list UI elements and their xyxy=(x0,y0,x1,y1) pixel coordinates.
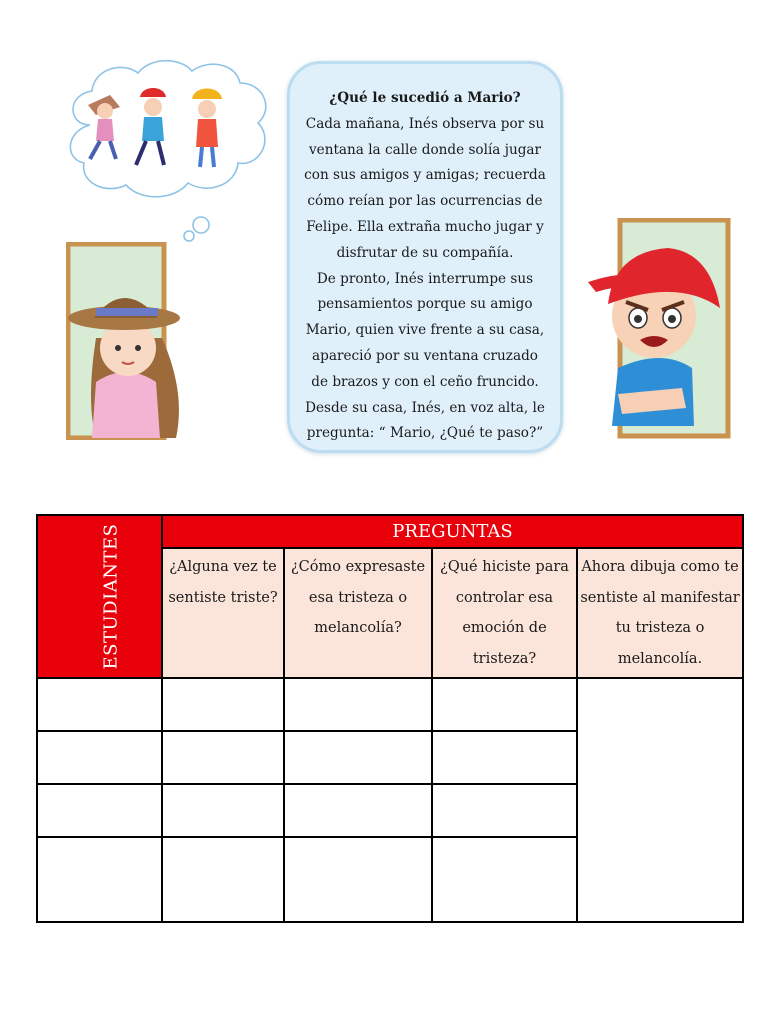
story-paragraph-2: De pronto, Inés interrumpe sus pensamientos porque su amigo Mario, quien vive frente a su casa, apareció por su ventana cruzado de brazos y con el ceño fruncido. xyxy=(305,270,545,390)
answer-cell[interactable] xyxy=(37,784,162,837)
answer-cell[interactable] xyxy=(432,731,577,784)
story-title: ¿Qué le sucedió a Mario? xyxy=(329,90,521,106)
answer-cell[interactable] xyxy=(162,837,284,922)
question-3: ¿Qué hiciste para controlar esa emoción de tristeza? xyxy=(432,548,577,678)
answer-cell[interactable] xyxy=(432,837,577,922)
answer-cell[interactable] xyxy=(37,731,162,784)
question-4: Ahora dibuja como te sentiste al manifestar tu tristeza o melancolía. xyxy=(577,548,743,678)
drawing-area[interactable] xyxy=(577,678,743,922)
worksheet-table xyxy=(36,514,744,923)
thought-bubble-illustration xyxy=(60,55,285,245)
answer-cell[interactable] xyxy=(284,678,432,731)
story-paragraph-1: Cada mañana, Inés observa por su ventana la calle donde solía jugar con sus amigos y amigas; recuerda cómo reían por las ocurrencias de Felipe. Ella extraña mucho jugar y disfrutar de su compañía. xyxy=(304,115,546,261)
answer-cell[interactable] xyxy=(37,837,162,922)
students-header-cell xyxy=(37,515,162,678)
question-2: ¿Cómo expresaste esa tristeza o melancolía? xyxy=(284,548,432,678)
mario-window-illustration xyxy=(582,218,732,440)
answer-cell[interactable] xyxy=(432,678,577,731)
answer-cell[interactable] xyxy=(432,784,577,837)
answer-cell[interactable] xyxy=(284,731,432,784)
story-box xyxy=(287,61,563,453)
story-paragraph-3: Desde su casa, Inés, en voz alta, le pregunta: “ Mario, ¿Qué te paso?” xyxy=(305,399,545,442)
questions-header: PREGUNTAS xyxy=(162,515,743,548)
answer-cell[interactable] xyxy=(162,678,284,731)
answer-cell[interactable] xyxy=(284,837,432,922)
answer-cell[interactable] xyxy=(162,784,284,837)
answer-cell[interactable] xyxy=(284,784,432,837)
answer-cell[interactable] xyxy=(162,731,284,784)
ines-window-illustration xyxy=(66,242,186,440)
question-1: ¿Alguna vez te sentiste triste? xyxy=(162,548,284,678)
students-header: ESTUDIANTES xyxy=(100,523,122,670)
answer-cell[interactable] xyxy=(37,678,162,731)
